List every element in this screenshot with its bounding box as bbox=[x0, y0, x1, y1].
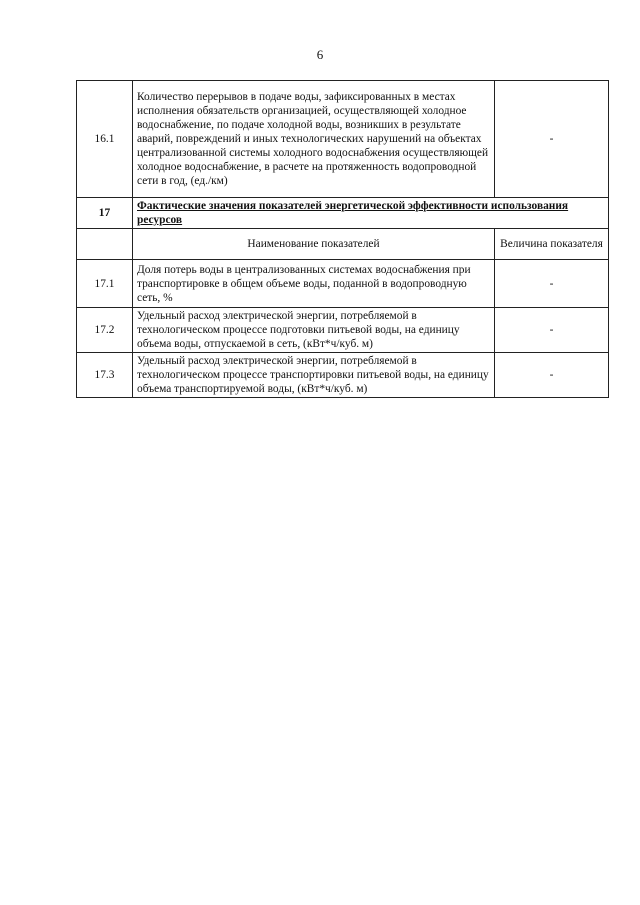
indicator-value: - bbox=[495, 308, 609, 353]
row-number: 16.1 bbox=[77, 81, 133, 198]
row-number: 17.2 bbox=[77, 308, 133, 353]
table-row-16-1 bbox=[77, 81, 609, 198]
indicator-text: Количество перерывов в подаче воды, зафиксированных в местах исполнения обязательств организацией, осуществляющей холодное водоснабжение, по подаче холодной воды, возникших в результате аварий, повреждений и иных технологических нарушений на объектах централизованной системы холодного водоснабжения осуществляющей холодное водоснабжение, в расчете на протяженность водопроводной сети в год, (ед./км) bbox=[133, 81, 495, 198]
indicator-text: Удельный расход электрической энергии, потребляемой в технологическом процессе транспортировки питьевой воды, на единицу объема транспортируемой воды, (кВт*ч/куб. м) bbox=[133, 353, 495, 398]
table-row-17-1 bbox=[77, 260, 609, 308]
row-number: 17.1 bbox=[77, 260, 133, 308]
table-row-17-3 bbox=[77, 353, 609, 398]
page-number: 6 bbox=[316, 47, 324, 62]
section-row-17 bbox=[77, 198, 609, 229]
indicator-text: Доля потерь воды в централизованных системах водоснабжения при транспортировке в общем объеме воды, поданной в водопроводную сеть, % bbox=[133, 260, 495, 308]
row-number: 17.3 bbox=[77, 353, 133, 398]
indicator-value: - bbox=[495, 260, 609, 308]
section-title bbox=[133, 198, 609, 229]
table-row-17-2 bbox=[77, 308, 609, 353]
indicator-value: - bbox=[495, 353, 609, 398]
indicator-text: Удельный расход электрической энергии, потребляемой в технологическом процессе подготовки питьевой воды, на единицу объема воды, отпускаемой в сеть, (кВт*ч/куб. м) bbox=[133, 308, 495, 353]
header-empty-cell bbox=[77, 229, 133, 260]
indicators-table bbox=[76, 80, 609, 398]
header-row bbox=[77, 229, 609, 260]
header-name: Наименование показателей bbox=[133, 229, 495, 260]
section-title-text: Фактические значения показателей энергетической эффективности использования ресурсов bbox=[137, 200, 569, 226]
indicator-value: - bbox=[495, 81, 609, 198]
section-number: 17 bbox=[77, 198, 133, 229]
header-value: Величина показателя bbox=[495, 229, 609, 260]
